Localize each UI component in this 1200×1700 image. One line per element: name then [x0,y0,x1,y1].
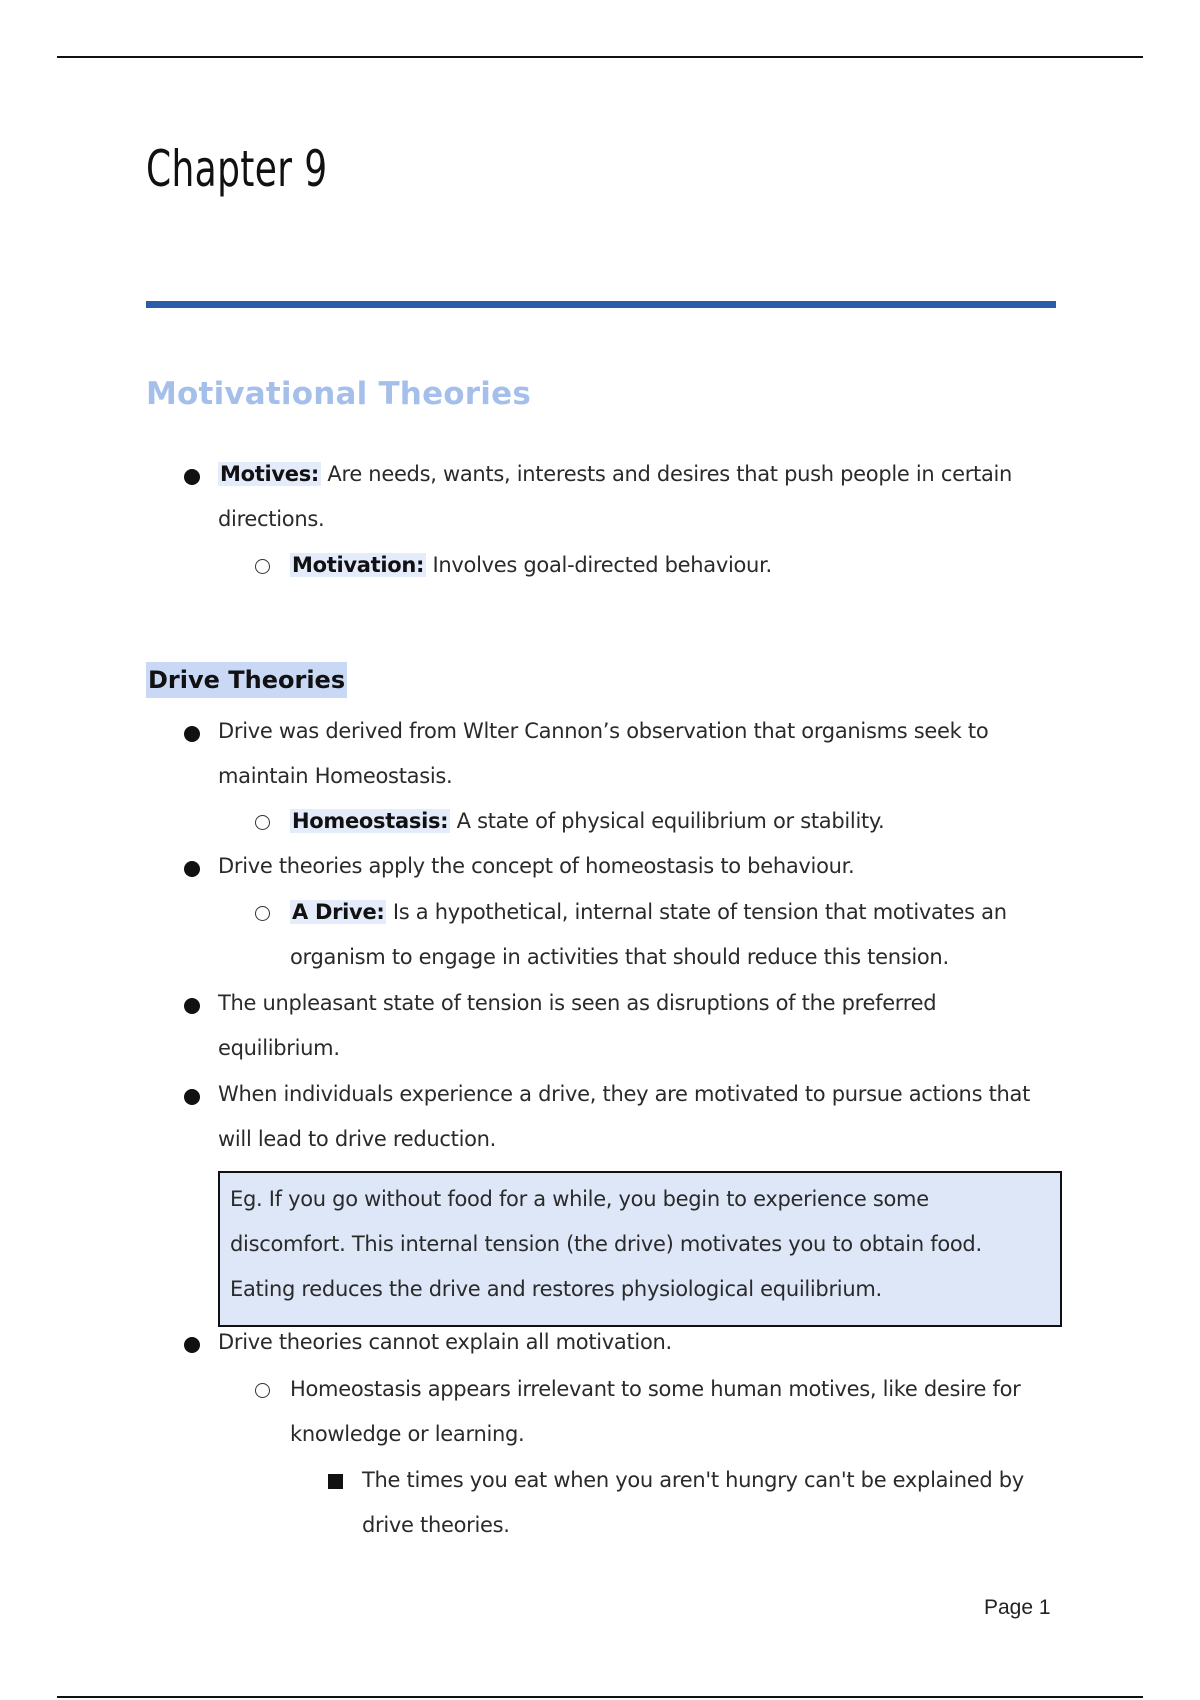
list-item-homeostasis-irrelevant [290,1367,1050,1457]
list-item-cannot-explain [218,1320,1048,1365]
homeostasis-irrelevant-text: Homeostasis appears irrelevant to some human motives, like desire for knowledge or learning. [290,1377,1021,1446]
term-homeostasis: Homeostasis: [292,809,449,833]
list-item-a-drive [290,890,1050,980]
term-motivation: Motivation: [292,553,425,577]
cannot-explain-text: Drive theories cannot explain all motivation. [218,1330,672,1354]
bullet-disc-icon [184,1337,200,1353]
bullet-circle-icon [255,815,270,830]
unpleasant-state-text: The unpleasant state of tension is seen as disruptions of the preferred equilibrium. [218,991,937,1060]
list-item-motives [218,452,1048,542]
list-item-unpleasant-state [218,981,1048,1071]
bottom-rule [57,1696,1143,1698]
chapter-title: Chapter 9 [146,140,328,198]
bullet-disc-icon [184,1089,200,1105]
example-text: Eg. If you go without food for a while, you begin to experience some discomfort. This internal tension (the drive) motivates you to obtain food. Eating reduces the drive and restores physiological equilibrium. [230,1187,982,1301]
drive-origin-text: Drive was derived from Wlter Cannon’s observation that organisms seek to maintain Homeostasis. [218,719,989,788]
bullet-circle-icon [255,559,270,574]
list-item-drive-origin [218,709,1048,799]
bullet-circle-icon [255,1383,270,1398]
drive-reduction-text: When individuals experience a drive, they are motivated to pursue actions that will lead to drive reduction. [218,1082,1031,1151]
definition-homeostasis: A state of physical equilibrium or stability. [450,809,885,833]
top-rule [57,56,1143,58]
bullet-disc-icon [184,861,200,877]
section-heading-motivational-theories: Motivational Theories [146,376,531,412]
list-item-motivation [290,543,1050,588]
section-heading-drive-theories: Drive Theories [146,662,347,698]
definition-motives: Are needs, wants, interests and desires that push people in certain directions. [218,462,1013,531]
definition-a-drive: Is a hypothetical, internal state of tension that motivates an organism to engage in activities that should reduce this tension. [290,900,1007,969]
title-divider [146,301,1056,308]
list-item-homeostasis [290,799,1050,844]
list-item-drive-apply [218,844,1048,889]
eating-not-hungry-text: The times you eat when you aren't hungry can't be explained by drive theories. [362,1468,1024,1537]
bullet-square-icon [328,1474,343,1489]
definition-motivation: Involves goal-directed behaviour. [426,553,772,577]
page-number: Page 1 [984,1596,1051,1619]
bullet-disc-icon [184,998,200,1014]
bullet-disc-icon [184,469,200,485]
bullet-disc-icon [184,726,200,742]
drive-apply-text: Drive theories apply the concept of homeostasis to behaviour. [218,854,855,878]
list-item-drive-reduction [218,1072,1048,1162]
list-item-eating-not-hungry [362,1458,1052,1548]
bullet-circle-icon [255,906,270,921]
term-a-drive: A Drive: [292,900,385,924]
term-motives: Motives: [220,462,319,486]
example-callout [218,1171,1062,1327]
